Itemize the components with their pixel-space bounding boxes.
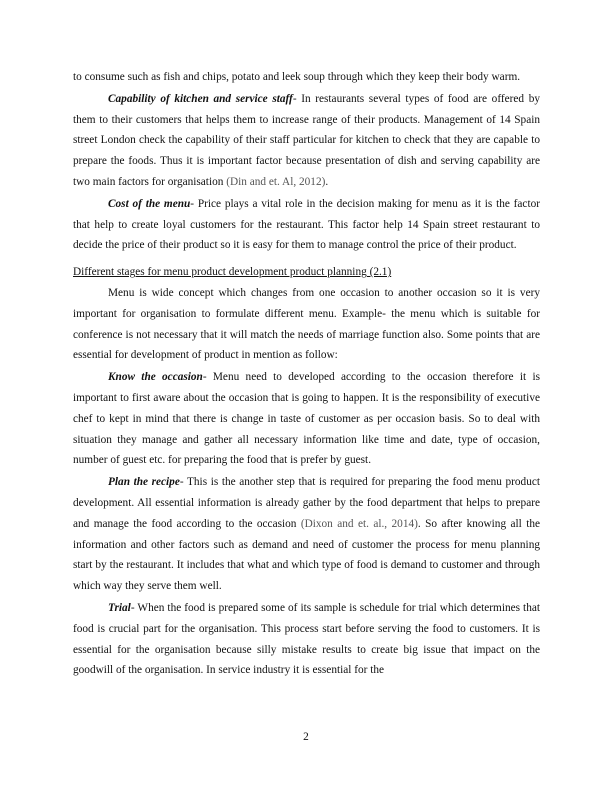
paragraph-menu-concept: Menu is wide concept which changes from one occasion to another occasion so it is very important for organisation to formulate different menu. Example- the menu which is suitable for conference is not necessary that it will match the needs of marriage function also. Some points that are essential for development of product in mention as follow: bbox=[73, 286, 540, 362]
paragraph-text: - When the food is prepared some of its sample is schedule for trial which determines that food is crucial part for the organisation. This process start before serving the food to customers. It is essential for the organisation because silly mistake results to create big issue that impact on the goodwill of the organisation. In service industry it is essential for the bbox=[73, 601, 540, 677]
term-trial: Trial bbox=[108, 601, 131, 614]
citation: (Din and et. Al, 2012) bbox=[226, 175, 326, 188]
paragraph-continuation: to consume such as fish and chips, potato and leek soup through which they keep their body warm. bbox=[73, 71, 521, 83]
term-know-occasion: Know the occasion bbox=[108, 371, 203, 384]
paragraph-text: - In restaurants several types of food are offered by them to their customers that helps them to increase range of their products. Management of 14 Spain street London check the capability of their staff particular for kitchen to check that they are capable to prepare the foods. Thus it is important factor because presentation of dish and serving capability are two main factors for organisation bbox=[73, 92, 540, 188]
document-body bbox=[73, 67, 540, 681]
paragraph-end: . bbox=[325, 175, 329, 188]
paragraph-plan-recipe bbox=[73, 472, 540, 597]
paragraph-text: - This is the another step that is required for preparing the food menu product development. All essential information is already gather by the food department that helps to prepare and manage the food according to the occasion bbox=[73, 476, 540, 530]
paragraph-text: - Menu need to developed according to the occasion therefore it is important to first aware about the occasion that is going to happen. It is the responsibility of executive chef to kept in mind that there is change in taste of customer as per occasion basis. So to deal with situation they manage and gather all necessary information like time and date, type of occasion, number of guest etc. for preparing the food that is prefer by guest. bbox=[73, 371, 540, 467]
paragraph-trial bbox=[73, 598, 540, 681]
paragraph-text: - Price plays a vital role in the decision making for menu as it is the factor that help to create loyal customers for the restaurant. This factor help 14 Spain street restaurant to decide the price of their product so it is easy for them to manage control the price of their product. bbox=[73, 197, 541, 252]
paragraph-end: . So after knowing all the information and other factors such as demand and need of customer the process for menu planning start by the restaurant. It includes that what and which type of food is demand to customer and through which way they serve them well. bbox=[73, 517, 541, 593]
paragraph-menu-cost bbox=[73, 194, 540, 256]
section-heading: Different stages for menu product development product planning (2.1) bbox=[73, 266, 392, 279]
citation: (Dixon and et. al., 2014) bbox=[300, 517, 418, 530]
page-number: 2 bbox=[303, 731, 309, 743]
term-kitchen-capability: Capability of kitchen and service staff bbox=[108, 92, 293, 105]
paragraph-know-occasion bbox=[73, 367, 540, 471]
term-menu-cost: Cost of the menu bbox=[108, 197, 191, 210]
term-plan-recipe: Plan the recipe bbox=[108, 476, 180, 489]
paragraph-kitchen-capability bbox=[73, 89, 540, 193]
